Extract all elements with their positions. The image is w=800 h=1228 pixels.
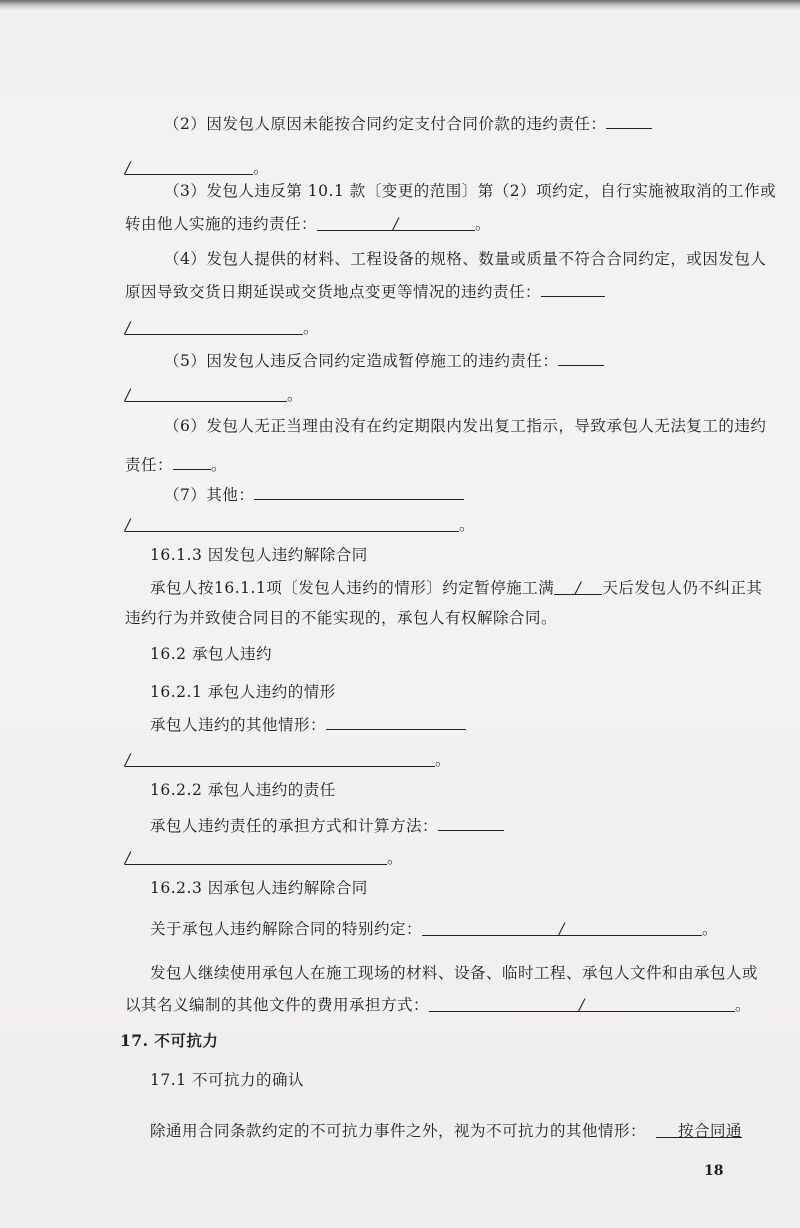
clause-16-2-3-body-2-cont: 以其名义编制的其他文件的费用承担方式： / 。 (125, 996, 752, 1014)
clause-16-1-2-item-6-cont: 责任： 。 (125, 453, 227, 475)
clause-16-1-3-body: 承包人按16.1.1项〔发包人违约的情形〕约定暂停施工满 / 天后发包人仍不纠正其 (150, 579, 763, 597)
clause-16-1-2-item-7-cont: / 。 (125, 516, 476, 534)
heading-16-2-3: 16.2.3 因承包人违约解除合同 (150, 879, 368, 897)
blank-field (254, 483, 464, 500)
blank-field: / (429, 995, 735, 1012)
blank-field: / (554, 578, 602, 595)
heading-16-1-3: 16.1.3 因发包人违约解除合同 (150, 546, 368, 564)
blank-field: 按合同通 (656, 1121, 742, 1138)
blank-field (541, 280, 605, 297)
heading-17-1: 17.1 不可抗力的确认 (150, 1071, 304, 1089)
heading-16-2: 16.2 承包人违约 (150, 645, 272, 663)
blank-field: / (125, 848, 387, 865)
clause-16-1-2-item-7: （7）其他： (164, 483, 464, 505)
blank-field: / (317, 214, 475, 231)
clause-16-1-2-item-4: （4）发包人提供的材料、工程设备的规格、数量或质量不符合合同约定，或因发包人 (164, 250, 767, 268)
heading-17: 17. 不可抗力 (120, 1031, 219, 1050)
blank-field: / (125, 750, 435, 767)
clause-16-1-2-item-5-cont: / 。 (125, 386, 304, 404)
blank-field (606, 112, 652, 129)
blank-field (173, 453, 211, 470)
blank-field: / (125, 515, 459, 532)
clause-16-2-1-body-cont: / 。 (125, 751, 452, 769)
clause-16-1-2-item-6: （6）发包人无正当理由没有在约定期限内发出复工指示，导致承包人无法复工的违约 (164, 417, 767, 435)
clause-16-2-2-body-cont: / 。 (125, 849, 404, 867)
heading-16-2-1: 16.2.1 承包人违约的情形 (150, 683, 336, 701)
clause-16-1-3-body-cont: 违约行为并致使合同目的不能实现的，承包人有权解除合同。 (125, 609, 558, 627)
clause-16-1-2-item-5: （5）因发包人违反合同约定造成暂停施工的违约责任： (164, 349, 604, 371)
blank-field: / (125, 385, 287, 402)
clause-16-2-3-body: 关于承包人违约解除合同的特别约定： / 。 (150, 920, 719, 938)
clause-16-1-2-item-4-cont: 原因导致交货日期延误或交货地点变更等情况的违约责任： (125, 280, 605, 302)
blank-field (326, 713, 466, 730)
heading-16-2-2: 16.2.2 承包人违约的责任 (150, 781, 336, 799)
clause-16-1-2-item-3: （3）发包人违反第 10.1 款〔变更的范围〕第（2）项约定，自行实施被取消的工作或 (164, 182, 777, 200)
clause-16-1-2-item-2: （2）因发包人原因未能按合同约定支付合同价款的违约责任： (164, 112, 652, 134)
clause-16-2-3-body-2: 发包人继续使用承包人在施工现场的材料、设备、临时工程、承包人文件和由承包人或 (150, 964, 759, 982)
clause-16-2-2-body: 承包人违约责任的承担方式和计算方法： (150, 814, 504, 836)
blank-field (438, 814, 504, 831)
scan-edge-shadow (0, 0, 800, 10)
blank-field: / (422, 919, 702, 936)
clause-16-2-1-body: 承包人违约的其他情形： (150, 713, 466, 735)
clause-16-1-2-item-4-fill: / 。 (125, 319, 320, 337)
clause-17-1-body: 除通用合同条款约定的不可抗力事件之外，视为不可抗力的其他情形： 按合同通 (150, 1122, 743, 1140)
blank-field: / (125, 318, 303, 335)
page-number: 18 (704, 1163, 724, 1179)
clause-16-1-2-item-3-cont: 转由他人实施的违约责任： / 。 (125, 215, 492, 233)
clause-16-1-2-item-2-cont: / 。 (125, 159, 270, 177)
blank-field: / (125, 158, 253, 175)
blank-field (558, 349, 604, 366)
